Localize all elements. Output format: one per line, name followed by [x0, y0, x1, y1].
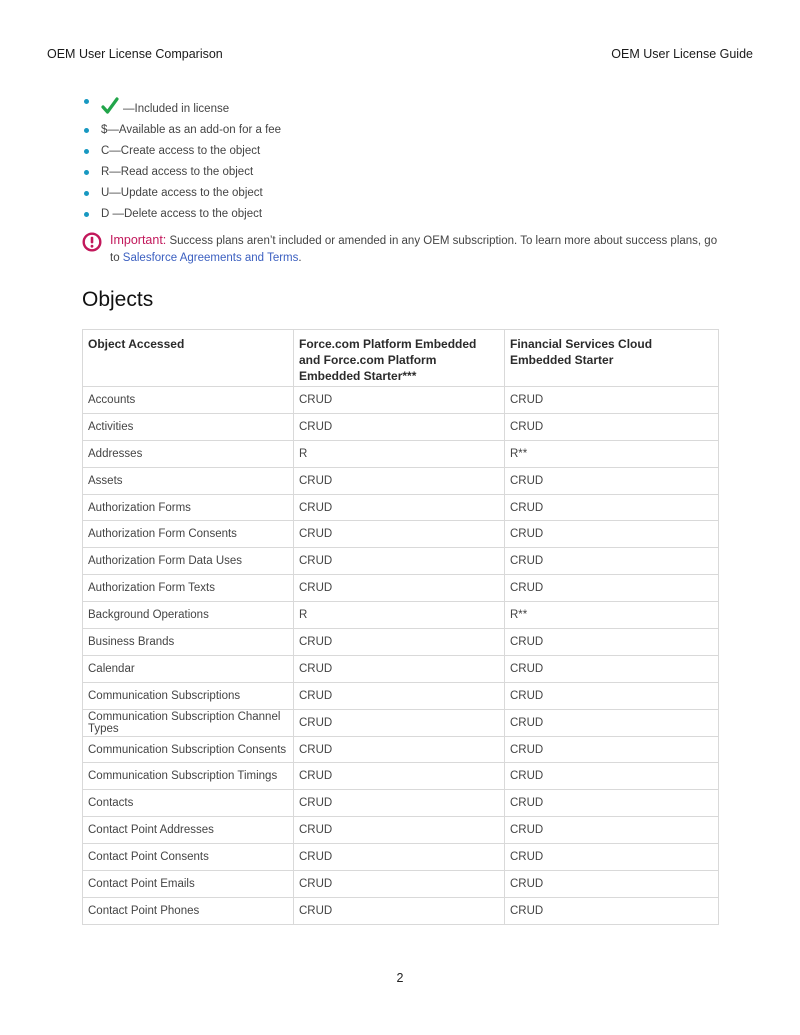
cell-platform-embedded-access: CRUD [294, 575, 505, 602]
cell-fsc-embedded-access: CRUD [505, 655, 719, 682]
cell-object-name: Authorization Form Data Uses [83, 548, 294, 575]
table-row [83, 736, 719, 763]
bullet-icon [84, 191, 89, 196]
cell-object-name: Contact Point Consents [83, 844, 294, 871]
cell-platform-embedded-access: R [294, 440, 505, 467]
cell-object-name: Communication Subscription Timings [83, 763, 294, 790]
column-header-fsc-embedded: Financial Services Cloud Embedded Starter [505, 330, 719, 387]
table-row [83, 817, 719, 844]
table-row [83, 763, 719, 790]
table-row [83, 440, 719, 467]
cell-object-name: Activities [83, 413, 294, 440]
cell-fsc-embedded-access: CRUD [505, 709, 719, 736]
table-row [83, 844, 719, 871]
table-row [83, 790, 719, 817]
page-number: 2 [396, 971, 404, 985]
cell-object-name: Accounts [83, 387, 294, 414]
cell-object-name: Calendar [83, 655, 294, 682]
cell-platform-embedded-access: CRUD [294, 790, 505, 817]
important-text-block [110, 232, 722, 267]
bullet-icon [84, 170, 89, 175]
legend-item-text: —Included in license [123, 103, 230, 115]
cell-fsc-embedded-access: R** [505, 602, 719, 629]
cell-fsc-embedded-access: CRUD [505, 575, 719, 602]
cell-platform-embedded-access: CRUD [294, 897, 505, 924]
cell-platform-embedded-access: R [294, 602, 505, 629]
table-row [83, 629, 719, 656]
legend-item-delete [82, 204, 281, 225]
important-alert-icon [82, 232, 102, 252]
cell-platform-embedded-access: CRUD [294, 844, 505, 871]
cell-platform-embedded-access: CRUD [294, 467, 505, 494]
header-left-title: OEM User License Comparison [47, 47, 223, 61]
table-row [83, 413, 719, 440]
table-row [83, 655, 719, 682]
table-header-row [83, 330, 719, 387]
objects-table [82, 329, 719, 925]
table-row [83, 575, 719, 602]
cell-platform-embedded-access: CRUD [294, 709, 505, 736]
legend-item-text: D —Delete access to the object [101, 208, 263, 220]
cell-platform-embedded-access: CRUD [294, 629, 505, 656]
cell-fsc-embedded-access: CRUD [505, 629, 719, 656]
cell-object-name: Communication Subscriptions [83, 682, 294, 709]
legend-item-update [82, 183, 281, 204]
cell-fsc-embedded-access: CRUD [505, 897, 719, 924]
legend-item-text: $—Available as an add-on for a fee [101, 124, 282, 136]
legend-item-included [82, 97, 281, 120]
legend-item-text: U—Update access to the object [101, 187, 263, 199]
cell-platform-embedded-access: CRUD [294, 817, 505, 844]
cell-platform-embedded-access: CRUD [294, 655, 505, 682]
table-row [83, 521, 719, 548]
legend-item-addon [82, 120, 281, 141]
cell-object-name: Background Operations [83, 602, 294, 629]
important-suffix: . [298, 252, 302, 264]
checkmark-icon [101, 97, 119, 115]
table-row [83, 387, 719, 414]
cell-object-name: Business Brands [83, 629, 294, 656]
cell-fsc-embedded-access: CRUD [505, 871, 719, 898]
column-header-object: Object Accessed [83, 330, 294, 387]
cell-object-name: Communication Subscription Channel Types [83, 709, 294, 736]
cell-object-name: Contacts [83, 790, 294, 817]
cell-fsc-embedded-access: CRUD [505, 521, 719, 548]
table-row [83, 494, 719, 521]
cell-object-name: Authorization Form Consents [83, 521, 294, 548]
important-label: Important: [110, 233, 167, 247]
cell-fsc-embedded-access: CRUD [505, 790, 719, 817]
cell-fsc-embedded-access: CRUD [505, 494, 719, 521]
cell-object-name: Communication Subscription Consents [83, 736, 294, 763]
column-header-platform-embedded: Force.com Platform Embedded and Force.com Platform Embedded Starter*** [294, 330, 505, 387]
cell-fsc-embedded-access: CRUD [505, 548, 719, 575]
cell-platform-embedded-access: CRUD [294, 494, 505, 521]
cell-platform-embedded-access: CRUD [294, 763, 505, 790]
bullet-icon [84, 149, 89, 154]
cell-platform-embedded-access: CRUD [294, 387, 505, 414]
cell-fsc-embedded-access: CRUD [505, 844, 719, 871]
table-row [83, 682, 719, 709]
salesforce-agreements-link[interactable]: Salesforce Agreements and Terms [122, 252, 299, 264]
cell-fsc-embedded-access: CRUD [505, 467, 719, 494]
cell-platform-embedded-access: CRUD [294, 682, 505, 709]
legend-item-create [82, 141, 281, 162]
cell-object-name: Contact Point Addresses [83, 817, 294, 844]
important-note [82, 232, 722, 267]
cell-platform-embedded-access: CRUD [294, 521, 505, 548]
header-right-title: OEM User License Guide [611, 47, 753, 61]
table-row [83, 602, 719, 629]
cell-platform-embedded-access: CRUD [294, 413, 505, 440]
legend-item-text: C—Create access to the object [101, 145, 261, 157]
legend-item-read [82, 162, 281, 183]
cell-fsc-embedded-access: CRUD [505, 682, 719, 709]
cell-object-name: Authorization Forms [83, 494, 294, 521]
table-row [83, 871, 719, 898]
legend-list [82, 97, 281, 225]
cell-object-name: Contact Point Phones [83, 897, 294, 924]
table-row [83, 467, 719, 494]
bullet-icon [84, 99, 89, 104]
cell-fsc-embedded-access: CRUD [505, 736, 719, 763]
cell-object-name: Addresses [83, 440, 294, 467]
cell-fsc-embedded-access: R** [505, 440, 719, 467]
section-title: Objects [82, 288, 154, 311]
cell-fsc-embedded-access: CRUD [505, 817, 719, 844]
table-row [83, 548, 719, 575]
cell-object-name: Contact Point Emails [83, 871, 294, 898]
table-row [83, 709, 719, 736]
table-body [83, 387, 719, 925]
table-row [83, 897, 719, 924]
bullet-icon [84, 212, 89, 217]
cell-object-name: Authorization Form Texts [83, 575, 294, 602]
cell-platform-embedded-access: CRUD [294, 736, 505, 763]
cell-fsc-embedded-access: CRUD [505, 387, 719, 414]
cell-object-name: Assets [83, 467, 294, 494]
legend-item-text: R—Read access to the object [101, 166, 254, 178]
bullet-icon [84, 128, 89, 133]
important-text: Success plans aren’t included or amended in any OEM subscription. To learn more about success plans, go to [110, 235, 718, 264]
cell-platform-embedded-access: CRUD [294, 548, 505, 575]
cell-platform-embedded-access: CRUD [294, 871, 505, 898]
cell-fsc-embedded-access: CRUD [505, 413, 719, 440]
cell-fsc-embedded-access: CRUD [505, 763, 719, 790]
